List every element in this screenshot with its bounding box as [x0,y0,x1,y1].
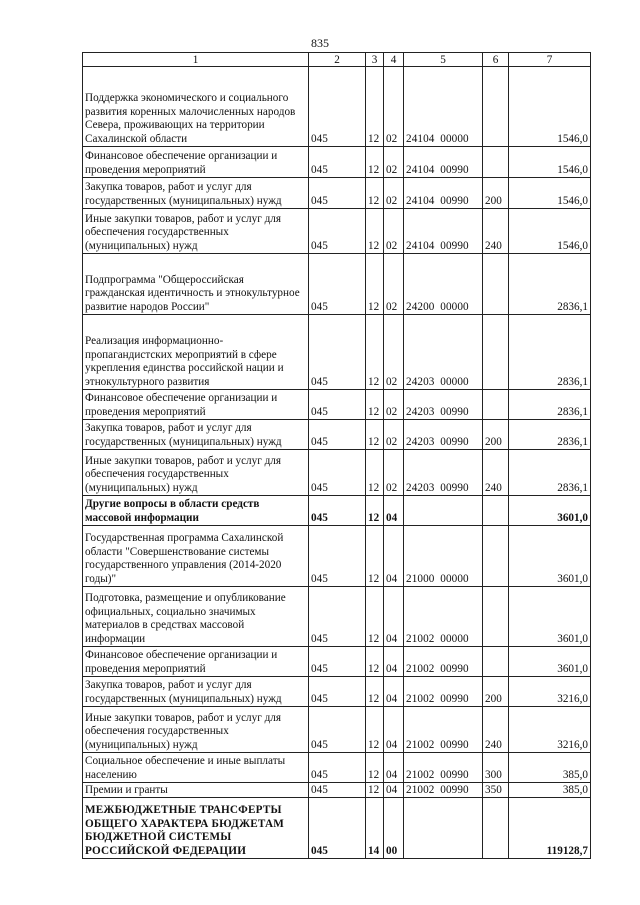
row-sum-cell: 3601,0 [509,496,591,526]
row-subsection-cell: 04 [384,707,404,753]
row-name-cell: Подпрограмма "Общероссийская гражданская идентичность и этнокультурное развитие народов России" [83,254,309,315]
row-type-cell [483,390,509,420]
row-target-cell: 24203 00990 [404,390,483,420]
table-row [83,178,591,209]
table-row [83,254,591,315]
row-section-cell: 12 [366,254,384,315]
row-sum-cell: 2836,1 [509,315,591,390]
row-name-cell: Закупка товаров, работ и услуг для государственных (муниципальных) нужд [83,677,309,707]
row-code-cell: 045 [309,315,366,390]
row-section-cell: 12 [366,526,384,587]
header-col-name: 1 [83,53,309,67]
row-section-cell: 12 [366,420,384,450]
row-subsection-cell: 02 [384,147,404,178]
row-name-cell: Закупка товаров, работ и услуг для государственных (муниципальных) нужд [83,420,309,450]
row-type-cell [483,496,509,526]
row-name-cell: Другие вопросы в области средств массовой информации [83,496,309,526]
row-sum-cell: 1546,0 [509,147,591,178]
row-target-cell: 21002 00990 [404,677,483,707]
header-col-code: 2 [309,53,366,67]
row-type-cell: 350 [483,783,509,798]
row-target-cell: 21000 00000 [404,526,483,587]
row-type-cell: 240 [483,209,509,254]
table-row [83,315,591,390]
table-row [83,647,591,677]
row-sum-cell: 1546,0 [509,67,591,147]
row-code-cell: 045 [309,496,366,526]
row-sum-cell: 1546,0 [509,178,591,209]
row-target-cell: 24203 00990 [404,450,483,496]
row-target-cell: 21002 00990 [404,753,483,783]
row-code-cell: 045 [309,178,366,209]
header-row [83,53,591,67]
row-type-cell [483,526,509,587]
header-col-sum: 7 [509,53,591,67]
row-target-cell: 24200 00000 [404,254,483,315]
row-type-cell [483,67,509,147]
table-row [83,496,591,526]
header-col-section: 3 [366,53,384,67]
row-target-cell: 24104 00990 [404,147,483,178]
row-section-cell: 12 [366,390,384,420]
row-sum-cell: 3601,0 [509,647,591,677]
row-section-cell: 12 [366,647,384,677]
row-code-cell: 045 [309,783,366,798]
row-subsection-cell: 02 [384,67,404,147]
row-sum-cell: 3601,0 [509,587,591,647]
row-type-cell: 200 [483,178,509,209]
row-section-cell: 12 [366,450,384,496]
row-section-cell: 12 [366,677,384,707]
row-subsection-cell: 04 [384,587,404,647]
table-row [83,526,591,587]
row-name-cell: Иные закупки товаров, работ и услуг для обеспечения государственных (муниципальных) нужд [83,209,309,254]
row-target-cell: 21002 00990 [404,783,483,798]
row-name-cell: Финансовое обеспечение организации и проведения мероприятий [83,147,309,178]
row-code-cell: 045 [309,753,366,783]
row-target-cell: 24104 00990 [404,178,483,209]
row-target-cell: 24203 00000 [404,315,483,390]
row-name-cell: Иные закупки товаров, работ и услуг для обеспечения государственных (муниципальных) нужд [83,707,309,753]
table-row [83,420,591,450]
row-name-cell: Социальное обеспечение и иные выплаты населению [83,753,309,783]
row-sum-cell: 2836,1 [509,450,591,496]
table-row [83,209,591,254]
row-name-cell: Финансовое обеспечение организации и проведения мероприятий [83,390,309,420]
header-col-type: 6 [483,53,509,67]
row-name-cell: Реализация информационно-пропагандистских мероприятий в сфере укрепления единства российской нации и этнокультурного развития [83,315,309,390]
row-name-cell: Иные закупки товаров, работ и услуг для обеспечения государственных (муниципальных) нужд [83,450,309,496]
row-subsection-cell: 02 [384,420,404,450]
row-subsection-cell: 04 [384,753,404,783]
row-section-cell: 14 [366,798,384,859]
row-name-cell: Подготовка, размещение и опубликование официальных, социально значимых материалов в средствах массовой информации [83,587,309,647]
table-row [83,707,591,753]
row-name-cell: МЕЖБЮДЖЕТНЫЕ ТРАНСФЕРТЫ ОБЩЕГО ХАРАКТЕРА БЮДЖЕТАМ БЮДЖЕТНОЙ СИСТЕМЫ РОССИЙСКОЙ ФЕДЕРАЦИИ [83,798,309,859]
row-section-cell: 12 [366,178,384,209]
row-code-cell: 045 [309,209,366,254]
row-code-cell: 045 [309,677,366,707]
row-name-cell: Поддержка экономического и социального развития коренных малочисленных народов Севера, проживающих на территории Сахалинской области [83,67,309,147]
row-target-cell: 24104 00000 [404,67,483,147]
row-code-cell: 045 [309,147,366,178]
row-code-cell: 045 [309,647,366,677]
row-code-cell: 045 [309,450,366,496]
header-col-subsection: 4 [384,53,404,67]
row-name-cell: Закупка товаров, работ и услуг для государственных (муниципальных) нужд [83,178,309,209]
row-section-cell: 12 [366,209,384,254]
row-type-cell: 240 [483,450,509,496]
row-type-cell [483,798,509,859]
table-row [83,587,591,647]
row-subsection-cell: 02 [384,390,404,420]
table-row [83,677,591,707]
row-code-cell: 045 [309,707,366,753]
row-target-cell [404,798,483,859]
row-name-cell: Премии и гранты [83,783,309,798]
row-sum-cell: 385,0 [509,783,591,798]
row-name-cell: Финансовое обеспечение организации и проведения мероприятий [83,647,309,677]
budget-table [82,52,591,859]
row-sum-cell: 2836,1 [509,254,591,315]
row-subsection-cell: 04 [384,647,404,677]
row-code-cell: 045 [309,420,366,450]
row-target-cell: 24104 00990 [404,209,483,254]
row-section-cell: 12 [366,753,384,783]
row-name-cell: Государственная программа Сахалинской области "Совершенствование системы государственного управления (2014-2020 годы)" [83,526,309,587]
row-type-cell: 200 [483,677,509,707]
row-section-cell: 12 [366,707,384,753]
row-target-cell: 21002 00990 [404,647,483,677]
row-section-cell: 12 [366,147,384,178]
row-subsection-cell: 04 [384,783,404,798]
row-code-cell: 045 [309,526,366,587]
row-sum-cell: 1546,0 [509,209,591,254]
row-section-cell: 12 [366,315,384,390]
row-type-cell [483,147,509,178]
row-sum-cell: 2836,1 [509,420,591,450]
row-subsection-cell: 02 [384,450,404,496]
row-sum-cell: 3216,0 [509,677,591,707]
row-subsection-cell: 02 [384,315,404,390]
table-row [83,147,591,178]
table-row [83,67,591,147]
row-code-cell: 045 [309,67,366,147]
row-section-cell: 12 [366,587,384,647]
row-sum-cell: 3601,0 [509,526,591,587]
row-section-cell: 12 [366,783,384,798]
row-subsection-cell: 02 [384,178,404,209]
row-code-cell: 045 [309,254,366,315]
table-row [83,450,591,496]
row-type-cell: 300 [483,753,509,783]
row-sum-cell: 385,0 [509,753,591,783]
row-subsection-cell: 00 [384,798,404,859]
row-subsection-cell: 04 [384,496,404,526]
row-subsection-cell: 04 [384,677,404,707]
row-section-cell: 12 [366,496,384,526]
row-type-cell: 200 [483,420,509,450]
table-row [83,783,591,798]
row-code-cell: 045 [309,390,366,420]
row-subsection-cell: 02 [384,209,404,254]
table-row [83,798,591,859]
table-row [83,390,591,420]
row-sum-cell: 3216,0 [509,707,591,753]
row-target-cell: 21002 00990 [404,707,483,753]
row-type-cell [483,647,509,677]
page-number: 835 [311,36,329,50]
row-target-cell: 24203 00990 [404,420,483,450]
row-code-cell: 045 [309,798,366,859]
row-type-cell: 240 [483,707,509,753]
header-col-target: 5 [404,53,483,67]
row-target-cell [404,496,483,526]
table-row [83,753,591,783]
row-type-cell [483,587,509,647]
row-type-cell [483,254,509,315]
row-sum-cell: 119128,7 [509,798,591,859]
row-section-cell: 12 [366,67,384,147]
row-sum-cell: 2836,1 [509,390,591,420]
row-type-cell [483,315,509,390]
row-code-cell: 045 [309,587,366,647]
row-subsection-cell: 04 [384,526,404,587]
row-subsection-cell: 02 [384,254,404,315]
row-target-cell: 21002 00000 [404,587,483,647]
